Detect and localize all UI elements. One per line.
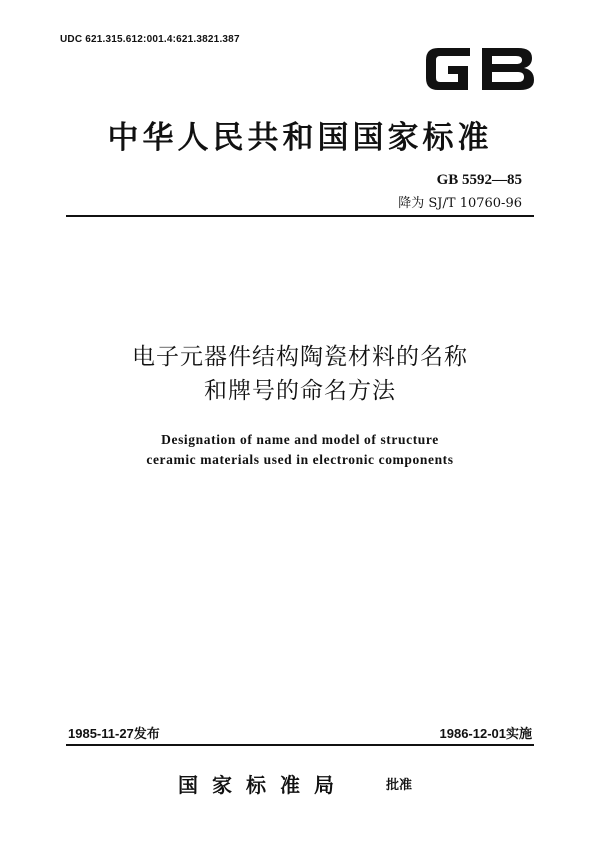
approve-label: 批准 [386,778,413,793]
udc-code: UDC 621.315.612:001.4:621.3821.387 [60,34,240,45]
standard-number: GB 5592—85 [436,172,522,188]
document-title-en-line2: ceramic materials used in electronic components [146,452,454,467]
issue-date: 1985-11-27发布 [68,726,160,741]
implementation-date: 1986-12-01实施 [439,726,532,741]
gb-logo [418,38,542,100]
document-title-cn-line1: 电子元器件结构陶瓷材料的名称 [132,344,468,370]
document-title-en-line1: Designation of name and model of structure [161,432,439,447]
replacement-note: 降为 SJ/T 10760-96 [398,196,522,211]
top-divider [66,215,534,217]
document-title-cn-line2: 和牌号的命名方法 [204,378,396,404]
approving-authority: 国家标准局 [178,773,348,797]
bottom-divider [66,744,534,746]
standard-category-title: 中华人民共和国国家标准 [107,120,493,156]
